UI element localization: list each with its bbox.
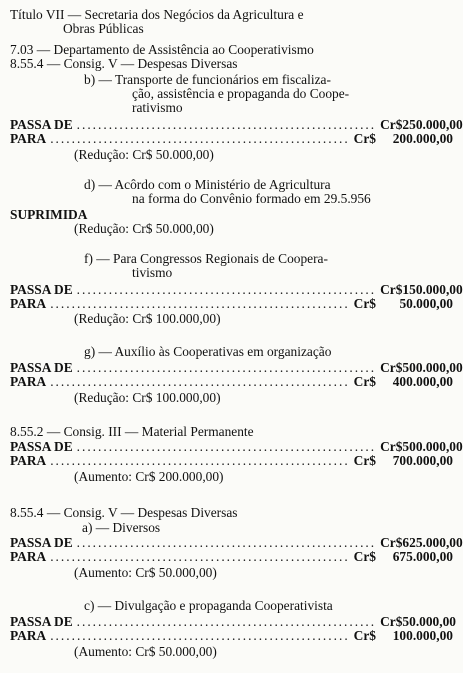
title-line-1: Título VII — Secretaria dos Negócios da Agricultura e: [10, 7, 304, 22]
amount: 400.000,00: [392, 374, 453, 389]
section-heading-consig-v-2: 8.55.4 — Consig. V — Despesas Diversas: [10, 505, 238, 520]
passa-label: PASSA DE: [10, 117, 73, 132]
amount: 50.000,00: [402, 614, 456, 629]
item-b-para-row: [10, 132, 453, 146]
dot-leader: ........................................................: [76, 117, 377, 132]
passa-label: PASSA DE: [10, 282, 73, 297]
currency: Cr$: [353, 549, 376, 564]
item-f-passa-row: [10, 282, 463, 297]
consig-iii-para-row: [10, 454, 453, 468]
currency: Cr$: [353, 628, 376, 643]
currency: Cr$: [380, 282, 403, 297]
item-c-para-row: [10, 629, 453, 643]
dot-leader: ........................................................: [50, 296, 350, 311]
item-c-passa-row: [10, 614, 456, 629]
para-label: PARA: [10, 549, 47, 564]
consig-iii-note: (Aumento: Cr$ 200.000,00): [74, 469, 224, 484]
currency: Cr$: [353, 296, 376, 311]
item-f-line-1: f) — Para Congressos Regionais de Coopera-: [84, 251, 328, 266]
dot-leader: ........................................................: [50, 131, 350, 146]
amount: 200.000,00: [392, 131, 453, 146]
item-d-suprimida: SUPRIMIDA: [10, 207, 88, 222]
currency: Cr$: [380, 360, 403, 375]
title-line-2: Obras Públicas: [63, 21, 144, 36]
para-label: PARA: [10, 131, 47, 146]
dot-leader: ........................................................: [76, 439, 377, 454]
item-a-passa-row: [10, 535, 463, 550]
item-d-line-2: na forma do Convênio formado em 29.5.956: [132, 191, 371, 206]
amount: 625.000,00: [402, 535, 463, 550]
section-heading-consig-v: 8.55.4 — Consig. V — Despesas Diversas: [10, 56, 238, 71]
item-f-line-2: tivismo: [132, 265, 173, 280]
amount: 675.000,00: [392, 549, 453, 564]
dot-leader: ........................................................: [76, 535, 377, 550]
item-b-passa-row: [10, 117, 463, 132]
passa-label: PASSA DE: [10, 439, 73, 454]
dot-leader: ........................................................: [50, 374, 350, 389]
section-heading-dept: 7.03 — Departamento de Assistência ao Cooperativismo: [10, 42, 314, 57]
amount: 150.000,00: [402, 282, 463, 297]
para-label: PARA: [10, 628, 47, 643]
passa-label: PASSA DE: [10, 614, 73, 629]
item-b-line-3: rativismo: [132, 100, 183, 115]
currency: Cr$: [380, 117, 403, 132]
currency: Cr$: [353, 374, 376, 389]
item-f-para-row: [10, 297, 453, 311]
amount: 700.000,00: [392, 453, 453, 468]
item-a-para-row: [10, 550, 453, 564]
amount: 500.000,00: [402, 360, 463, 375]
item-g-para-row: [10, 375, 453, 389]
dot-leader: ........................................................: [50, 628, 350, 643]
para-label: PARA: [10, 453, 47, 468]
amount: 50.000,00: [399, 296, 453, 311]
item-f-note: (Redução: Cr$ 100.000,00): [74, 311, 221, 326]
para-label: PARA: [10, 374, 47, 389]
dot-leader: ........................................................: [50, 549, 350, 564]
dot-leader: ........................................................: [50, 453, 350, 468]
currency: Cr$: [380, 439, 403, 454]
item-c-note: (Aumento: Cr$ 50.000,00): [74, 644, 217, 659]
item-b-note: (Redução: Cr$ 50.000,00): [74, 147, 214, 162]
consig-iii-passa-row: [10, 439, 463, 454]
currency: Cr$: [353, 131, 376, 146]
item-g-passa-row: [10, 360, 463, 375]
item-b-line-2: ção, assistência e propaganda do Coope-: [132, 86, 350, 101]
item-a-note: (Aumento: Cr$ 50.000,00): [74, 565, 217, 580]
item-b-line-1: b) — Transporte de funcionários em fiscaliza-: [84, 72, 331, 87]
section-heading-consig-iii: 8.55.2 — Consig. III — Material Permanente: [10, 424, 254, 439]
amount: 100.000,00: [392, 628, 453, 643]
amount: 500.000,00: [402, 439, 463, 454]
currency: Cr$: [380, 535, 403, 550]
item-d-note: (Redução: Cr$ 50.000,00): [74, 221, 214, 236]
item-d-line-1: d) — Acôrdo com o Ministério de Agricultura: [84, 177, 331, 192]
amount: 250.000,00: [402, 117, 463, 132]
item-g-line-1: g) — Auxílio às Cooperativas em organização: [84, 344, 332, 359]
dot-leader: ........................................................: [76, 614, 377, 629]
currency: Cr$: [380, 614, 403, 629]
item-c-line-1: c) — Divulgação e propaganda Cooperativista: [84, 598, 333, 613]
item-g-note: (Redução: Cr$ 100.000,00): [74, 390, 221, 405]
para-label: PARA: [10, 296, 47, 311]
passa-label: PASSA DE: [10, 360, 73, 375]
passa-label: PASSA DE: [10, 535, 73, 550]
dot-leader: ........................................................: [76, 282, 377, 297]
dot-leader: ........................................................: [76, 360, 377, 375]
currency: Cr$: [353, 453, 376, 468]
item-a-line: a) — Diversos: [82, 520, 161, 535]
